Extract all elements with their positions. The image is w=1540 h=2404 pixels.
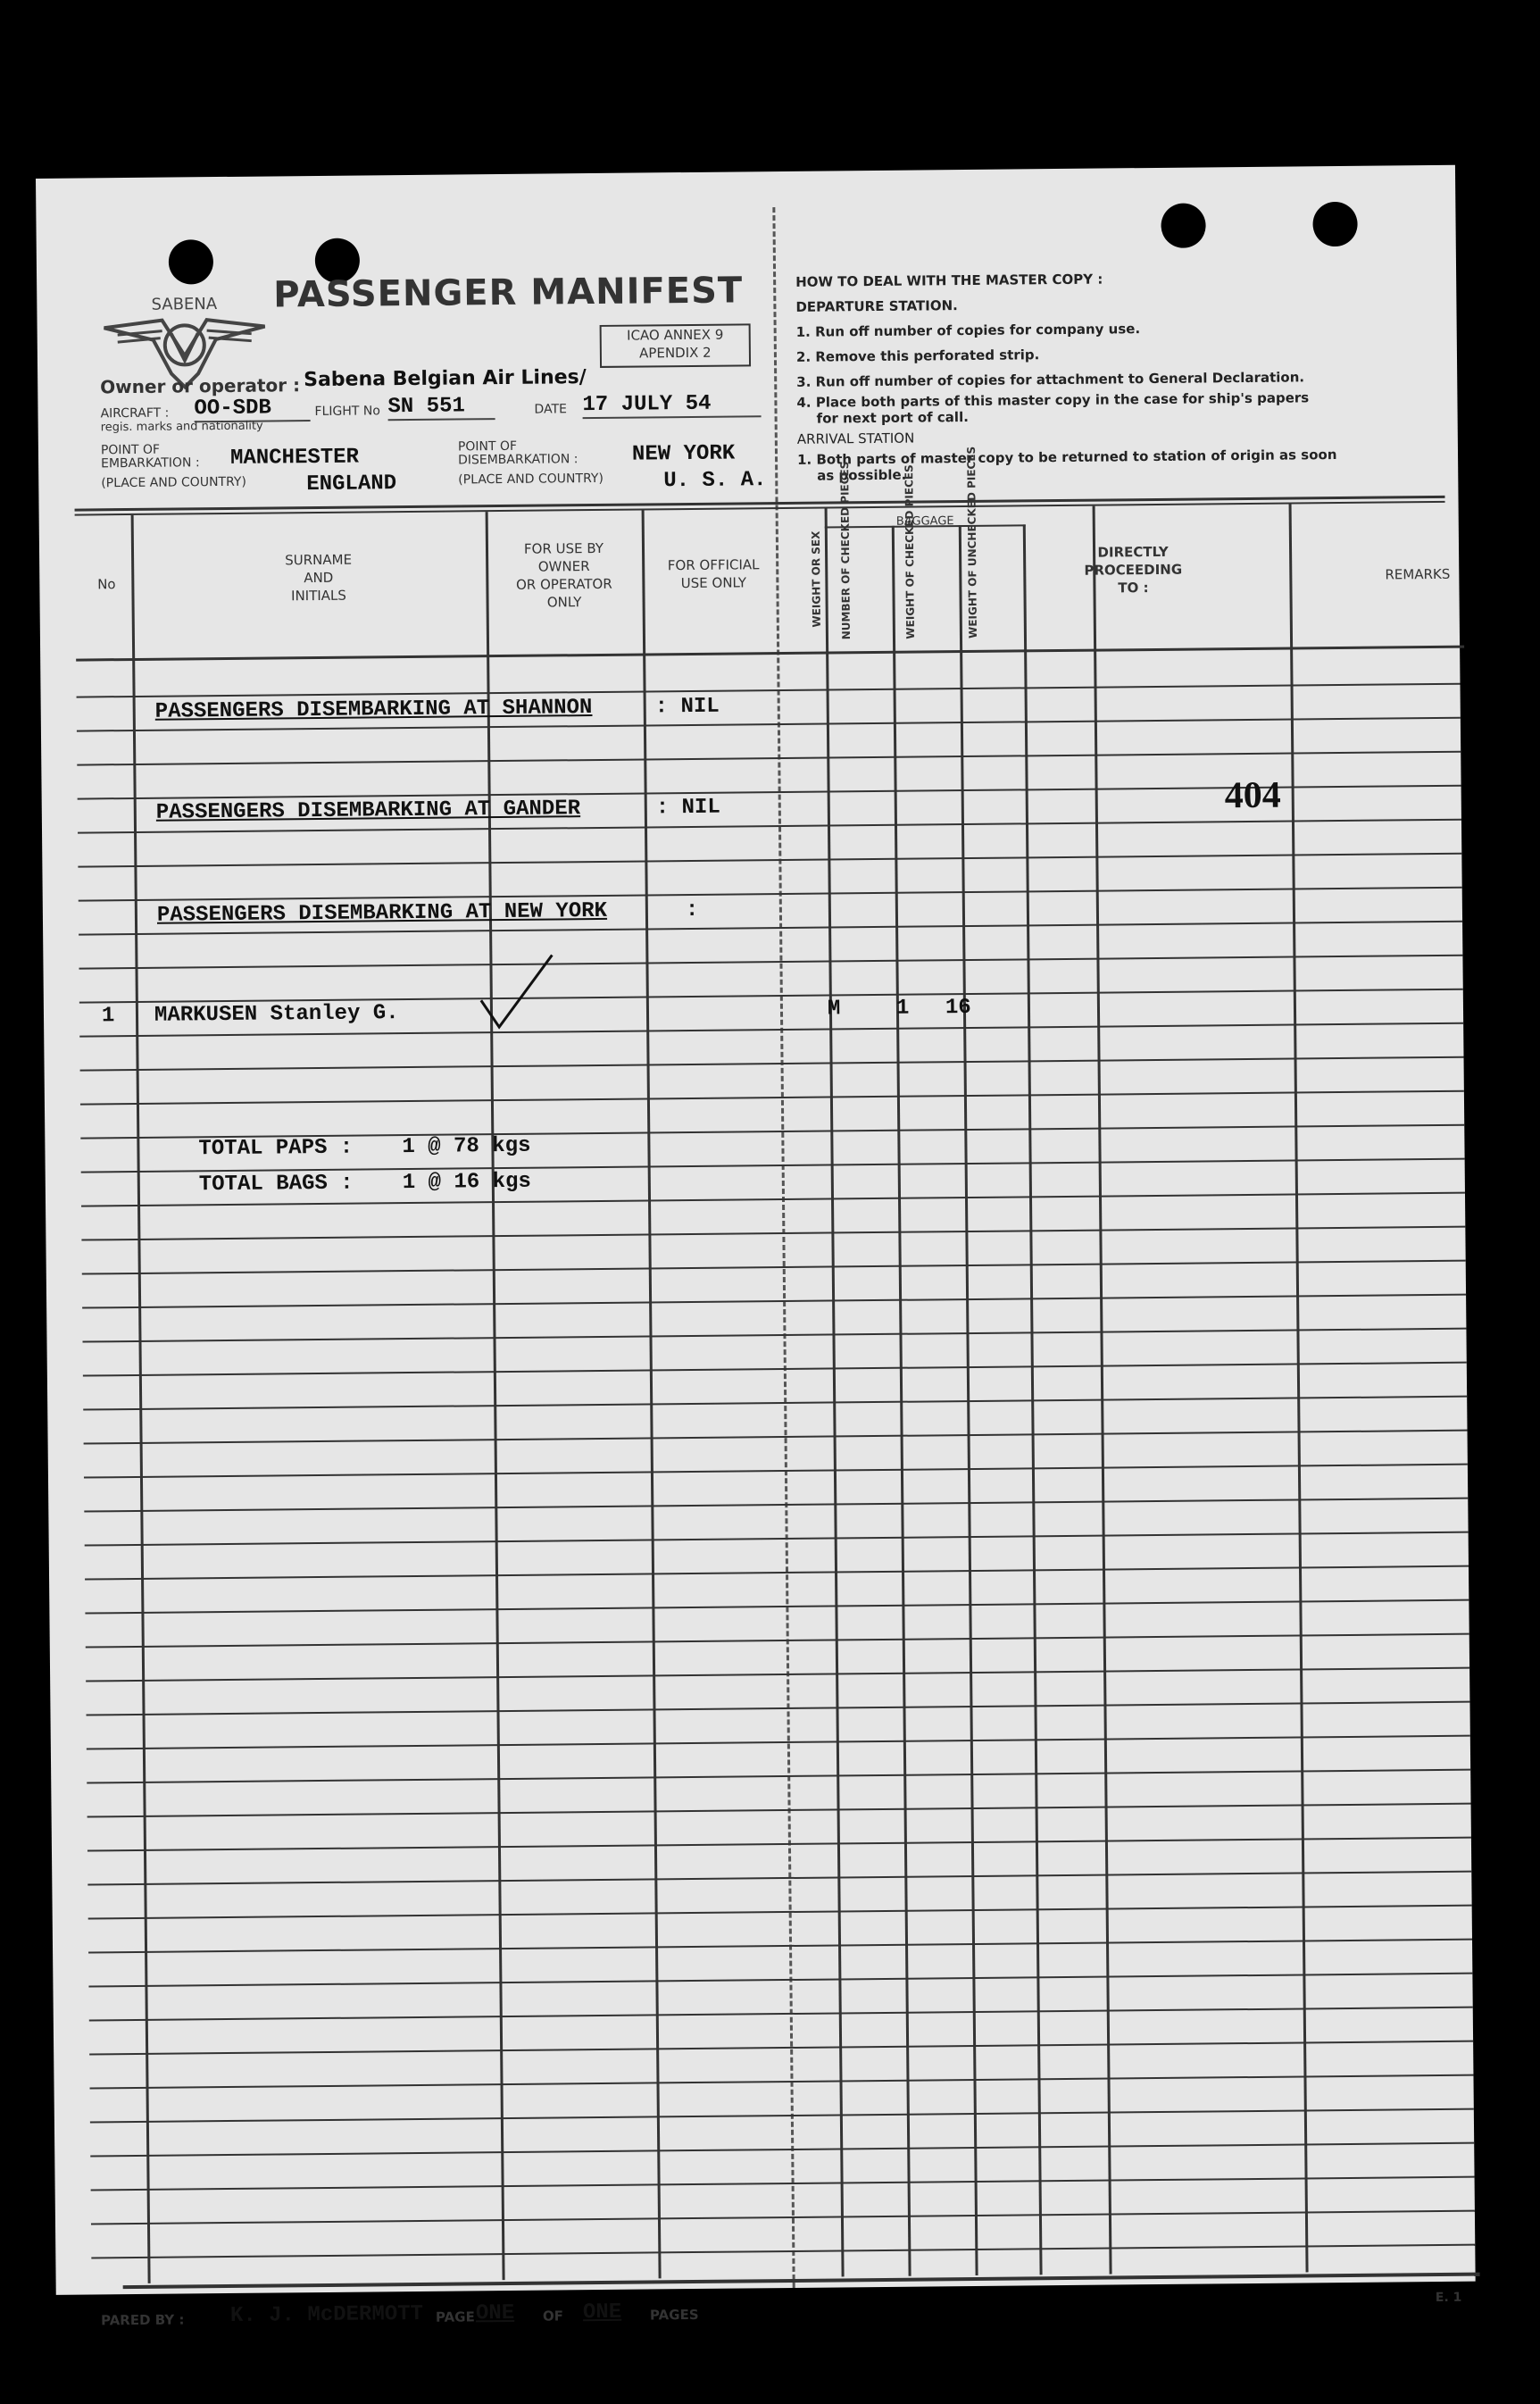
embarkation-sub: (PLACE AND COUNTRY) — [101, 474, 246, 491]
col-remarks: REMARKS — [1385, 565, 1451, 583]
instruction-item: 2. Remove this perforated strip. — [795, 346, 1040, 365]
row-rule — [86, 1633, 1469, 1649]
row-rule — [84, 1498, 1468, 1513]
col-no: No — [97, 576, 116, 593]
instructions-heading: HOW TO DEAL WITH THE MASTER COPY : — [795, 271, 1103, 290]
disembarkation-city: NEW YORK — [631, 441, 736, 467]
aircraft-label: AIRCRAFT : — [100, 405, 170, 422]
gander-value: : NIL — [655, 795, 720, 821]
embarkation-city: MANCHESTER — [229, 445, 360, 471]
passenger-baggage-weight: 16 — [945, 995, 971, 1021]
checkmark-icon — [471, 950, 562, 1031]
col-proceeding: DIRECTLY PROCEEDING TO : — [1084, 543, 1183, 597]
owner-value: Sabena Belgian Air Lines/ — [304, 366, 587, 392]
row-rule — [77, 683, 1461, 698]
disembarkation-sub: (PLACE AND COUNTRY) — [458, 471, 604, 488]
row-rule — [87, 1735, 1470, 1750]
perforation-line — [772, 207, 795, 2288]
row-rule — [87, 1837, 1471, 1852]
annex-line-1: ICAO ANNEX 9 — [627, 326, 724, 344]
row-rule — [91, 2176, 1475, 2191]
row-rule — [88, 1905, 1472, 1920]
punch-hole — [169, 239, 213, 284]
page-value: ONE — [475, 2300, 515, 2326]
regis-label: regis. marks and nationality — [100, 419, 263, 435]
prepared-by-label: PARED BY : — [100, 2311, 185, 2329]
row-rule — [84, 1430, 1468, 1445]
row-rule — [79, 887, 1462, 902]
shannon-value: : NIL — [654, 694, 720, 720]
pages-label: PAGES — [649, 2306, 699, 2324]
row-rule — [89, 2007, 1473, 2022]
date-value: 17 JULY 54 — [582, 391, 761, 419]
row-rule — [85, 1532, 1469, 1547]
row-rule — [87, 1769, 1470, 1784]
total-paps-value: 1 @ 78 kgs — [402, 1133, 531, 1160]
row-rule — [79, 989, 1463, 1004]
aircraft-value: OO-SDB — [194, 396, 310, 422]
col-wt-unchecked: WEIGHT OF UNCHECKED PIECES — [964, 446, 979, 639]
row-rule — [91, 2210, 1475, 2225]
row-rule — [91, 2244, 1475, 2259]
col-weight-sex: WEIGHT OR SEX — [809, 530, 823, 628]
prepared-by-value: K. J. McDERMOTT — [229, 2301, 424, 2329]
row-rule — [82, 1294, 1466, 1309]
master-copy-instructions — [795, 263, 1413, 484]
embarkation-country: ENGLAND — [306, 472, 397, 497]
col-baggage: BAGGAGE — [895, 514, 954, 529]
row-rule — [88, 1939, 1472, 1954]
date-label: DATE — [534, 402, 568, 417]
row-rule — [90, 2108, 1474, 2124]
arrival-heading: ARRIVAL STATION — [796, 430, 915, 447]
row-rule — [84, 1464, 1468, 1479]
row-rule — [90, 2142, 1474, 2158]
total-bags-label: TOTAL BAGS : — [198, 1171, 354, 1198]
col-num-checked: NUMBER OF CHECKED PIECES — [838, 461, 853, 640]
owner-label: Owner or operator : — [100, 374, 301, 398]
row-rule — [87, 1803, 1471, 1818]
disembarkation-label: POINT OF DISEMBARKATION : — [457, 438, 579, 468]
document-title: PASSENGER MANIFEST — [273, 270, 744, 316]
passenger-number: 1 — [101, 1004, 115, 1029]
departure-heading: DEPARTURE STATION. — [795, 297, 958, 315]
row-rule — [79, 955, 1462, 970]
punch-hole — [1312, 202, 1357, 246]
disembarkation-country: U. S. A. — [663, 468, 767, 494]
of-label: OF — [542, 2308, 564, 2325]
of-value: ONE — [582, 2300, 622, 2325]
row-rule — [82, 1328, 1466, 1343]
row-rule — [80, 1090, 1464, 1106]
row-rule — [83, 1396, 1467, 1411]
row-rule — [87, 1871, 1471, 1886]
newyork-value: : — [685, 897, 699, 923]
stamp-number: 404 — [1224, 774, 1281, 817]
header-rule — [76, 646, 1464, 662]
flight-value: SN 551 — [387, 394, 495, 421]
instruction-item: 4. Place both parts of this master copy in the case for ship's papers — [796, 389, 1310, 411]
row-rule — [87, 1701, 1470, 1716]
passenger-sex: M — [827, 997, 841, 1022]
row-rule — [83, 1362, 1467, 1377]
instruction-item: 3. Run off number of copies for attachment to General Declaration. — [796, 369, 1305, 390]
row-rule — [85, 1565, 1469, 1581]
col-surname: SURNAME AND INITIALS — [285, 551, 353, 605]
page-label: PAGE — [435, 2308, 475, 2325]
row-rule — [89, 2041, 1473, 2056]
newyork-heading: PASSENGERS DISEMBARKING AT NEW YORK — [156, 898, 608, 928]
instruction-item: 1. Run off number of copies for company use. — [795, 321, 1141, 340]
row-rule — [81, 1226, 1465, 1241]
svg-text:SABENA: SABENA — [151, 295, 218, 314]
form-code: E. 1 — [1435, 2290, 1462, 2306]
shannon-heading: PASSENGERS DISEMBARKING AT SHANNON — [154, 696, 593, 724]
row-rule — [86, 1667, 1469, 1682]
annex-line-2: APENDIX 2 — [639, 344, 712, 362]
row-rule — [90, 2074, 1474, 2090]
row-rule — [82, 1260, 1466, 1275]
total-bags-value: 1 @ 16 kgs — [402, 1169, 531, 1196]
total-paps-label: TOTAL PAPS : — [198, 1135, 354, 1162]
col-official-use: FOR OFFICIAL USE ONLY — [667, 556, 760, 592]
instruction-item: for next port of call. — [816, 408, 969, 427]
passenger-pieces: 1 — [895, 996, 910, 1021]
row-rule — [78, 853, 1461, 868]
annex-box — [600, 323, 751, 368]
row-rule — [88, 1973, 1472, 1988]
flight-label: FLIGHT No — [314, 404, 380, 420]
row-rule — [85, 1599, 1469, 1615]
manifest-sheet — [36, 165, 1476, 2329]
col-owner-use: FOR USE BY OWNER OR OPERATOR ONLY — [515, 539, 612, 611]
col-wt-checked: WEIGHT OF CHECKED PIECES — [903, 464, 917, 639]
embarkation-label: POINT OF EMBARKATION : — [100, 442, 200, 472]
instruction-item: 1. Both parts of master copy to be returned to station of origin as soon — [796, 447, 1337, 468]
passenger-name: MARKUSEN Stanley G. — [154, 1001, 399, 1028]
row-rule — [80, 1056, 1464, 1072]
instruction-item: as possible. — [817, 466, 907, 484]
footer-rule — [123, 2273, 1480, 2290]
punch-hole — [1161, 203, 1205, 247]
row-rule — [77, 751, 1461, 766]
gander-heading: PASSENGERS DISEMBARKING AT GANDER — [155, 797, 581, 825]
